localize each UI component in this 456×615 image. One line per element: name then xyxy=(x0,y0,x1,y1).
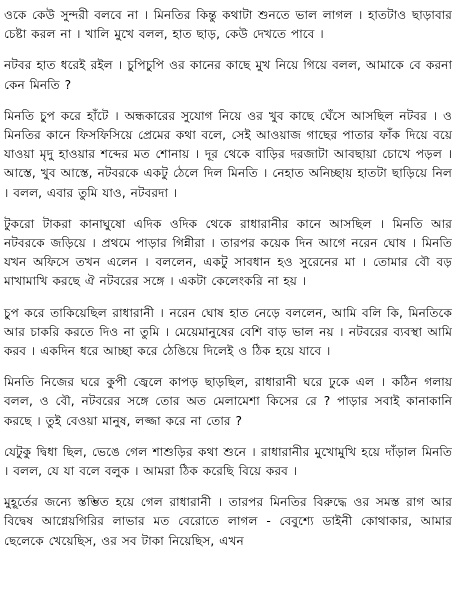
paragraph-8: মুহূর্তের জন্যে স্তম্ভিত হয়ে গেল রাধারানী । তারপর মিনতির বিরুদ্ধে ওর সমস্ত রাগ আর বিদ্বেষ আগ্নেয়গিরির লাভার মত বেরোতে লাগল - বেবুশ্যে ডাইনী কোথাকার, আমার ছেলেকে খেয়েছিস, ওর সব টাকা নিয়েছিস, এখন xyxy=(4,495,452,548)
paragraph-7: যেটুকু দ্বিধা ছিল, ভেঙে গেল শাশুড়ির কথা শুনে । রাধারানীর মুখোমুখি হয়ে দাঁড়াল মিনতি । বলল, যে যা বলে বলুক । আমরা ঠিক করেছি বিয়ে করব । xyxy=(4,444,452,479)
paragraph-4: টুকরো টাকরা কানাঘুষো এদিক ওদিক থেকে রাধারানীর কানে আসছিল । মিনতি আর নটবরকে জড়িয়ে । প্রথমে পাড়ার গিন্নীরা । তারপর কয়েক দিন আগে নরেন ঘোষ । মিনতি যখন অফিসে তখন এলেন । বললেন, একটু সাবধান হও সুরেনের মা । তোমার বৌ বড় মাখামাখি করছে ঐ নটবরের সঙ্গে । একটা কেলেংকরি না হয় । xyxy=(4,216,452,289)
paragraph-3: মিনতি চুপ করে হাঁটে । অন্ধকারের সুযোগ নিয়ে ওর খুব কাছে ঘেঁসে আসছিল নটবর । ও মিনতির কানে ফিসফিসিয়ে প্রেমের কথা বলে, সেই আওয়াজ গাছের পাতার ফাঁক দিয়ে বয়ে যাওয়া মৃদু হাওয়ার শব্দের মত শোনায় । দূর থেকে বাড়ির দরজাটা আবছায়া চোখে পড়ল । আস্তে, খুব আস্তে, নটবরকে একটু ঠেলে দিল মিনতি । নেহাত অনিচ্ছায় হাতটা ছাড়িয়ে নিল । বলল, এবার তুমি যাও, নটবরদা । xyxy=(4,108,452,200)
paragraph-1: ওকে কেউ সুন্দরী বলবে না । মিনতির কিন্তু কথাটা শুনতে ভাল লাগল । হাতটাও ছাড়াবার চেষ্টা করল না । খালি মুখে বলল, হাত ছাড়, কেউ দেখতে পাবে । xyxy=(4,8,452,42)
paragraph-6: মিনতি নিজের ঘরে কুপী জ্বেলে কাপড় ছাড়ছিল, রাধারানী ঘরে ঢুকে এল । কঠিন গলায় বলল, ও বৌ, নটবরের সঙ্গে তোর অত মেলামেশা কিসের রে ? পাড়ার সবাই কানাকানি করছে । তুই বেওয়া মানুষ, লজ্জা করে না তোর ? xyxy=(4,375,452,428)
paragraph-2: নটবর হাত ধরেই রইল । চুপিচুপি ওর কানের কাছে মুখ নিয়ে গিয়ে বলল, আমাকে বে করনা কেন মিনতি ? xyxy=(4,58,452,92)
paragraph-5: চুপ করে তাকিয়েছিল রাধারানী । নরেন ঘোষ হাত নেড়ে বললেন, আমি বলি কি, মিনতিকে আর চাকরি করতে দিও না তুমি । মেয়েমানুষের বেশি বাড় ভাল নয় । নটবরের ব্যবস্থা আমি করব । একদিন ধরে আচ্ছা করে ঠেঙিয়ে দিলেই ও ঠিক হয়ে যাবে । xyxy=(4,305,452,359)
